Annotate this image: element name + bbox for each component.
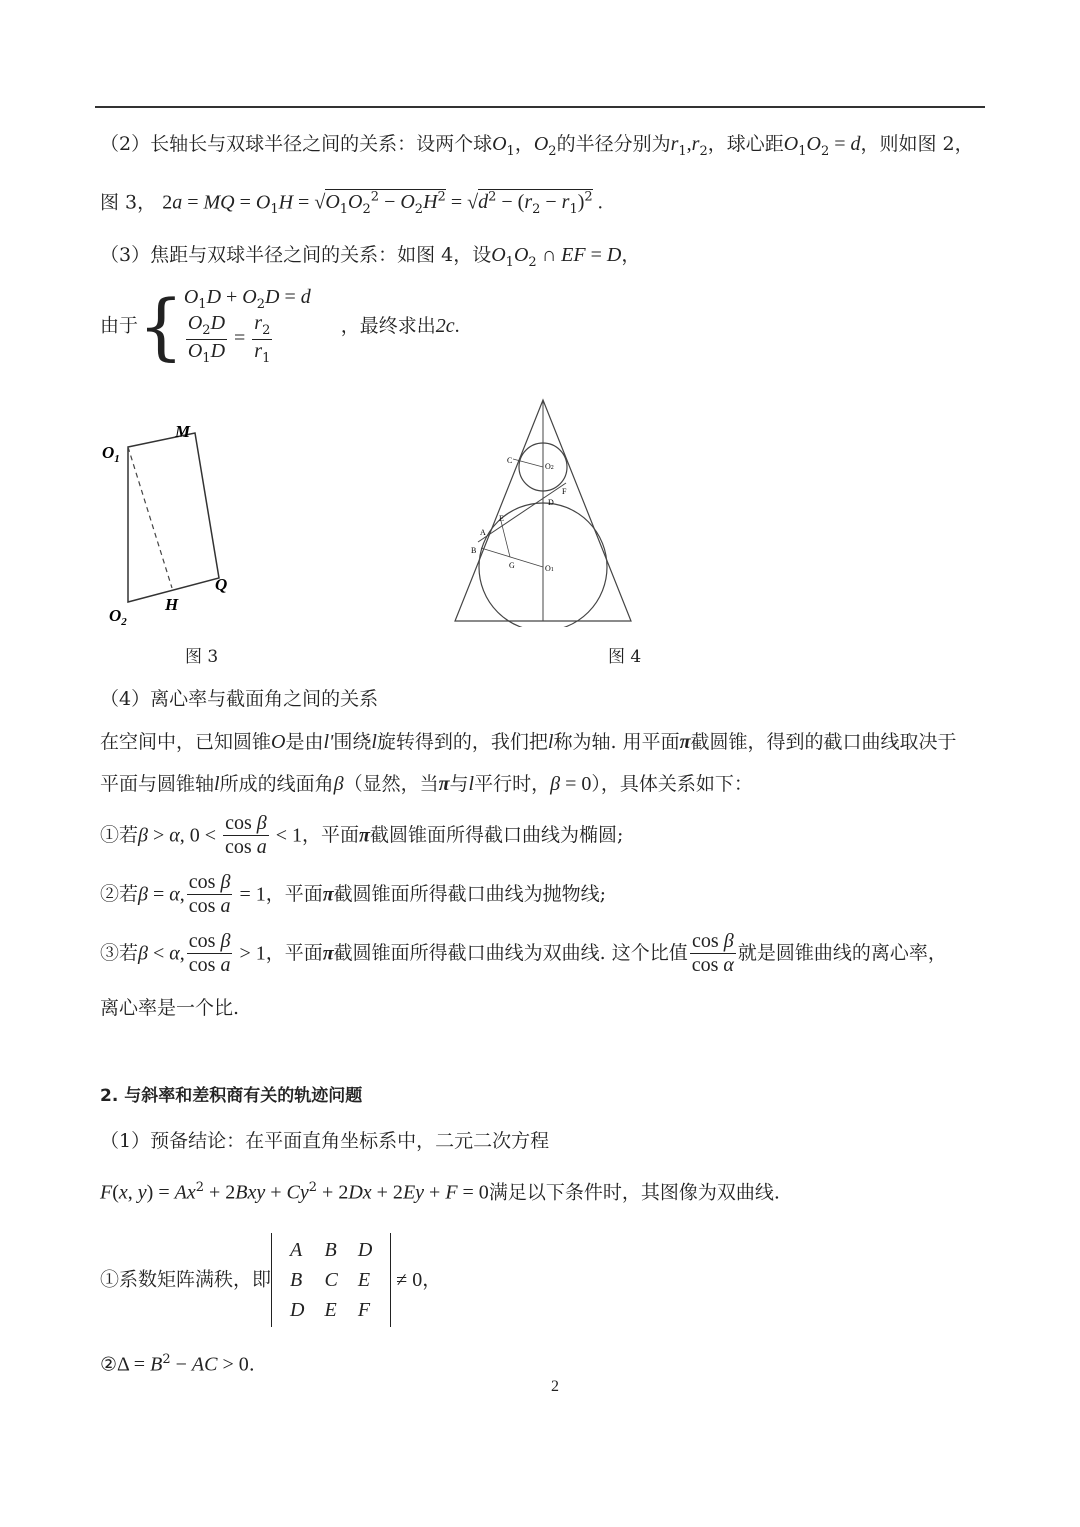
case2-prefix: ②若 — [100, 883, 139, 906]
section-4-p1: 在空间中，已知圆锥O是由l'围绕l旋转得到的，我们把l称为轴. 用平面π截圆锥，得到的截口曲线取决于 — [100, 731, 957, 753]
section-4-final: 离心率是一个比. — [100, 997, 240, 1019]
case1-text: ，平面 — [302, 824, 360, 847]
case2-tail: 截圆锥面所得截口曲线为抛物线; — [333, 883, 607, 906]
det-cell: F — [357, 1299, 371, 1321]
dashed-segment — [128, 447, 172, 588]
part-2-heading: 2. 与斜率和差积商有关的轨迹问题 — [100, 1086, 363, 1106]
det-cell: D — [357, 1239, 373, 1261]
fig4-label-o1: O1 — [545, 564, 554, 573]
cond2-prefix: ② — [100, 1353, 118, 1376]
case1-tail: 截圆锥面所得截口曲线为椭圆; — [369, 824, 624, 847]
label-o2: $O_2$ — [109, 606, 127, 628]
det-cell: D — [290, 1299, 305, 1321]
header-rule — [95, 106, 985, 108]
p2d: 与 — [449, 773, 469, 795]
fig4-label-e: E — [499, 514, 504, 523]
case-2: ②若β = α, $\frac{\text{cos β}}{\text{cos a}}$ = 1，平面π截圆锥面所得截口曲线为抛物线; — [100, 871, 607, 917]
p1c: 围绕 — [333, 731, 372, 753]
p1f: 截圆锥，得到的截口曲线取决于 — [690, 731, 957, 753]
figure-3-caption: 图 3 — [185, 647, 219, 667]
fig4-label-b: B — [471, 546, 477, 555]
p1e: 称为轴. 用平面 — [553, 731, 680, 753]
section-4-label: （4）离心率与截面角之间的关系 — [100, 688, 379, 710]
p1b: 是由 — [285, 731, 324, 753]
fig4-label-o2: O2 — [545, 462, 554, 471]
quadrilateral — [128, 433, 219, 602]
section-3-line1: （3）焦距与双球半径之间的关系：如图 4，设$O_1O_2$ ∩ EF = D， — [100, 244, 641, 270]
section-3-system: 由于{ $O_1D + O_2D = d$ $\frac{O_2D}{O_1D}$ = $\frac{r_2}{r_1}$ ，最终求出2c. — [100, 283, 460, 368]
case-1: ①若β > α, 0 < $\frac{\text{cos β}}{\text{cos a}}$ < 1，平面π截圆锥面所得截口曲线为椭圆; — [100, 812, 624, 858]
p1a: 在空间中，已知圆锥 — [100, 731, 272, 753]
det-cell: E — [357, 1269, 371, 1291]
section-2-line2-prefix: 图 3， — [100, 191, 157, 214]
p2f: ），具体关系如下： — [591, 773, 753, 795]
part-2-equation: F(x, $y) = Ax^2 + 2Bxy + Cy^2 + 2Dx + 2Ey + F = 0$满足以下条件时，其图像为双曲线. — [100, 1180, 780, 1204]
case3-text: ，平面 — [265, 942, 323, 965]
det-cell: B — [324, 1239, 337, 1261]
equation-tail: 满足以下条件时，其图像为双曲线. — [488, 1181, 780, 1204]
p2c: （显然，当 — [343, 773, 439, 795]
fig4-label-a: A — [480, 528, 486, 537]
p2b: 所成的线面角 — [219, 773, 334, 795]
section-2-text3: ，球心距 — [707, 133, 784, 155]
section-2-line1: （2）长轴长与双球半径之间的关系：设两个球$O_1$，$O_2$的半径分别为$r_1,r_2$，球心距$O_1O_2 = d$，则如图 2， — [100, 133, 974, 159]
section-4-p2: 平面与圆锥轴l所成的线面角β（显然，当π与l平行时，β = 0），具体关系如下： — [100, 773, 753, 795]
p2e: 平行时， — [474, 773, 551, 795]
fig4-label-c: C — [507, 456, 513, 465]
label-q: Q — [215, 575, 228, 594]
condition-2: ②Δ = $B^2$ − AC > 0. — [100, 1352, 255, 1376]
result-var: 2c — [435, 314, 455, 337]
figure-4-caption: 图 4 — [608, 647, 642, 667]
p1d: 旋转得到的，我们把 — [376, 731, 548, 753]
part-2-p1: （1）预备结论：在平面直角坐标系中，二元二次方程 — [100, 1130, 550, 1152]
case3-tail: 截圆锥面所得截口曲线为双曲线. 这个比值 — [333, 942, 688, 965]
p2a: 平面与圆锥轴 — [100, 773, 215, 795]
section-2-text4: ，则如图 2， — [860, 133, 974, 155]
figure-3 — [95, 415, 255, 630]
section-2-text2: 的半径分别为 — [556, 133, 671, 155]
section-3-label: （3）焦距与双球半径之间的关系：如图 4，设 — [100, 244, 492, 266]
result-text: ，最终求出 — [340, 314, 436, 337]
case2-text: ，平面 — [265, 883, 323, 906]
det-cell: A — [290, 1239, 303, 1261]
case1-prefix: ①若 — [100, 824, 139, 847]
figure-4 — [450, 395, 640, 627]
cut-line — [478, 483, 566, 542]
det-cell: B — [290, 1269, 303, 1291]
section-2-label: （2）长轴长与双球半径之间的关系：设两个球 — [100, 133, 493, 155]
section-2-line2: 图 3， 2a = MQ = $O_1H = √O_1O_2^2 - O_2H^2 = √d^2 - (r_2 - r_1)^2$ . — [100, 190, 603, 218]
left-brace: { — [138, 283, 184, 368]
since-label: 由于 — [100, 314, 139, 337]
case-3: ③若β < α, $\frac{\text{cos β}}{\text{cos a}}$ > 1，平面π截圆锥面所得截口曲线为双曲线. 这个比值 $\frac{\text{cos β}}{\text{cos α}}$ 就是圆锥曲线的离心率， — [100, 930, 947, 976]
case3-tail2: 就是圆锥曲线的离心率， — [737, 942, 947, 965]
det-cell: E — [324, 1299, 337, 1321]
label-o1: $O_1$ — [102, 443, 120, 465]
page-number: 2 — [551, 1378, 559, 1395]
fig4-label-g: G — [509, 561, 515, 570]
fig4-label-f: F — [562, 487, 567, 496]
fig4-label-d: D — [548, 498, 554, 507]
segment-eg — [501, 521, 510, 557]
condition-1: ①系数矩阵满秩，即 A B D B C E D E F ≠ 0， — [100, 1233, 441, 1327]
coefficient-determinant — [271, 1233, 391, 1327]
label-m: M — [175, 422, 191, 441]
label-h: H — [165, 595, 179, 614]
det-cell: C — [324, 1269, 338, 1291]
cond1-text: ①系数矩阵满秩，即 — [100, 1268, 272, 1291]
case3-prefix: ③若 — [100, 942, 139, 965]
